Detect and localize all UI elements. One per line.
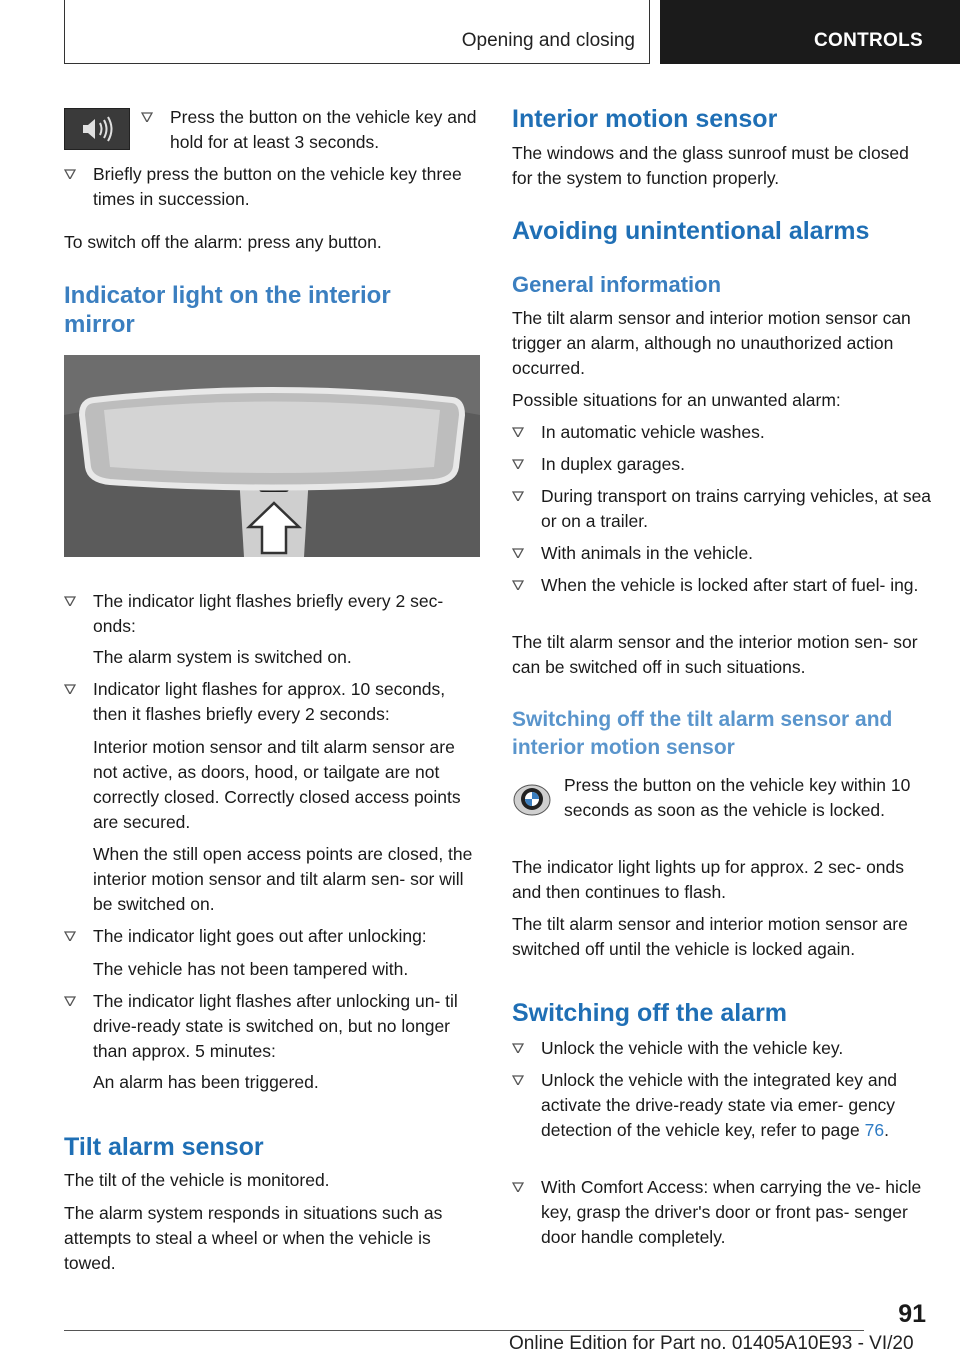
footer-divider <box>64 1330 864 1331</box>
general-paragraph: Possible situations for an unwanted alarm: <box>512 390 841 410</box>
page-reference-link[interactable]: 76 <box>864 1120 885 1140</box>
interior-mirror-image <box>64 355 480 557</box>
header-section-title: Opening and closing <box>461 30 635 51</box>
bullet-triangle-icon <box>64 677 76 702</box>
header-section-box <box>64 0 650 64</box>
list-item-sub: When the still open access points are closed, the interior motion sensor and tilt alarm sen‐ sor will be switched on. <box>93 844 473 914</box>
bullet-triangle-icon <box>64 989 76 1014</box>
bullet-triangle-icon <box>64 589 76 614</box>
motion-paragraph: The windows and the glass sunroof must be closed for the system to function properly. <box>512 143 909 188</box>
general-heading: General information <box>512 272 722 297</box>
switch-sensor-paragraph: The indicator light lights up for approx. 2 sec‐ onds and then continues to flash. <box>512 857 905 902</box>
list-item-sub: The alarm system is switched on. <box>93 647 352 667</box>
list-item-sub: Interior motion sensor and tilt alarm sensor are not active, as doors, hood, or tailgate are not correctly closed. Correctly closed access points are secured. <box>93 737 461 832</box>
switch-sensor-heading: Switching off the tilt alarm sensor and interior motion sensor <box>512 708 893 759</box>
switch-alarm-heading: Switching off the alarm <box>512 999 788 1027</box>
tilt-paragraph: The tilt of the vehicle is monitored. <box>64 1170 330 1190</box>
bullet-triangle-icon <box>512 541 524 566</box>
indicator-heading: Indicator light on the interior mirror <box>64 282 391 338</box>
switch-sensor-paragraph: Press the button on the vehicle key within 10 seconds as soon as the vehicle is locked. <box>512 773 922 823</box>
general-paragraph: The tilt alarm sensor and interior motion sensor can trigger an alarm, although no unauthorized action occurred. <box>512 308 911 378</box>
avoid-heading: Avoiding unintentional alarms <box>512 217 870 245</box>
page-number: 91 <box>898 1300 926 1328</box>
bullet-triangle-icon <box>512 1175 524 1200</box>
switch-sensor-paragraph: The tilt alarm sensor and interior motion sensor are switched off until the vehicle is locked again. <box>512 914 908 959</box>
motion-heading: Interior motion sensor <box>512 105 778 133</box>
list-item-sub: The vehicle has not been tampered with. <box>93 959 409 979</box>
bullet-triangle-icon <box>141 105 153 130</box>
bullet-triangle-icon <box>64 162 76 187</box>
tilt-heading: Tilt alarm sensor <box>64 1133 264 1161</box>
alarm-sound-icon <box>64 108 130 150</box>
bullet-triangle-icon <box>512 452 524 477</box>
icon-float-spacer <box>512 773 564 821</box>
bullet-triangle-icon <box>512 420 524 445</box>
general-paragraph: The tilt alarm sensor and the interior motion sen‐ sor can be switched off in such situations. <box>512 632 918 677</box>
list-item-sub: An alarm has been triggered. <box>93 1072 319 1092</box>
switch-off-text: To switch off the alarm: press any button. <box>64 232 382 252</box>
bullet-triangle-icon <box>64 924 76 949</box>
bullet-triangle-icon <box>512 1068 524 1093</box>
bullet-triangle-icon <box>512 573 524 598</box>
tilt-paragraph: The alarm system responds in situations such as attempts to steal a wheel or when the vehicle is towed. <box>64 1203 443 1273</box>
bullet-triangle-icon <box>512 1036 524 1061</box>
footer-edition: Online Edition for Part no. 01405A10E93 - VI/20 <box>509 1333 914 1354</box>
bullet-triangle-icon <box>512 484 524 509</box>
header-chapter-title: CONTROLS <box>814 30 924 51</box>
